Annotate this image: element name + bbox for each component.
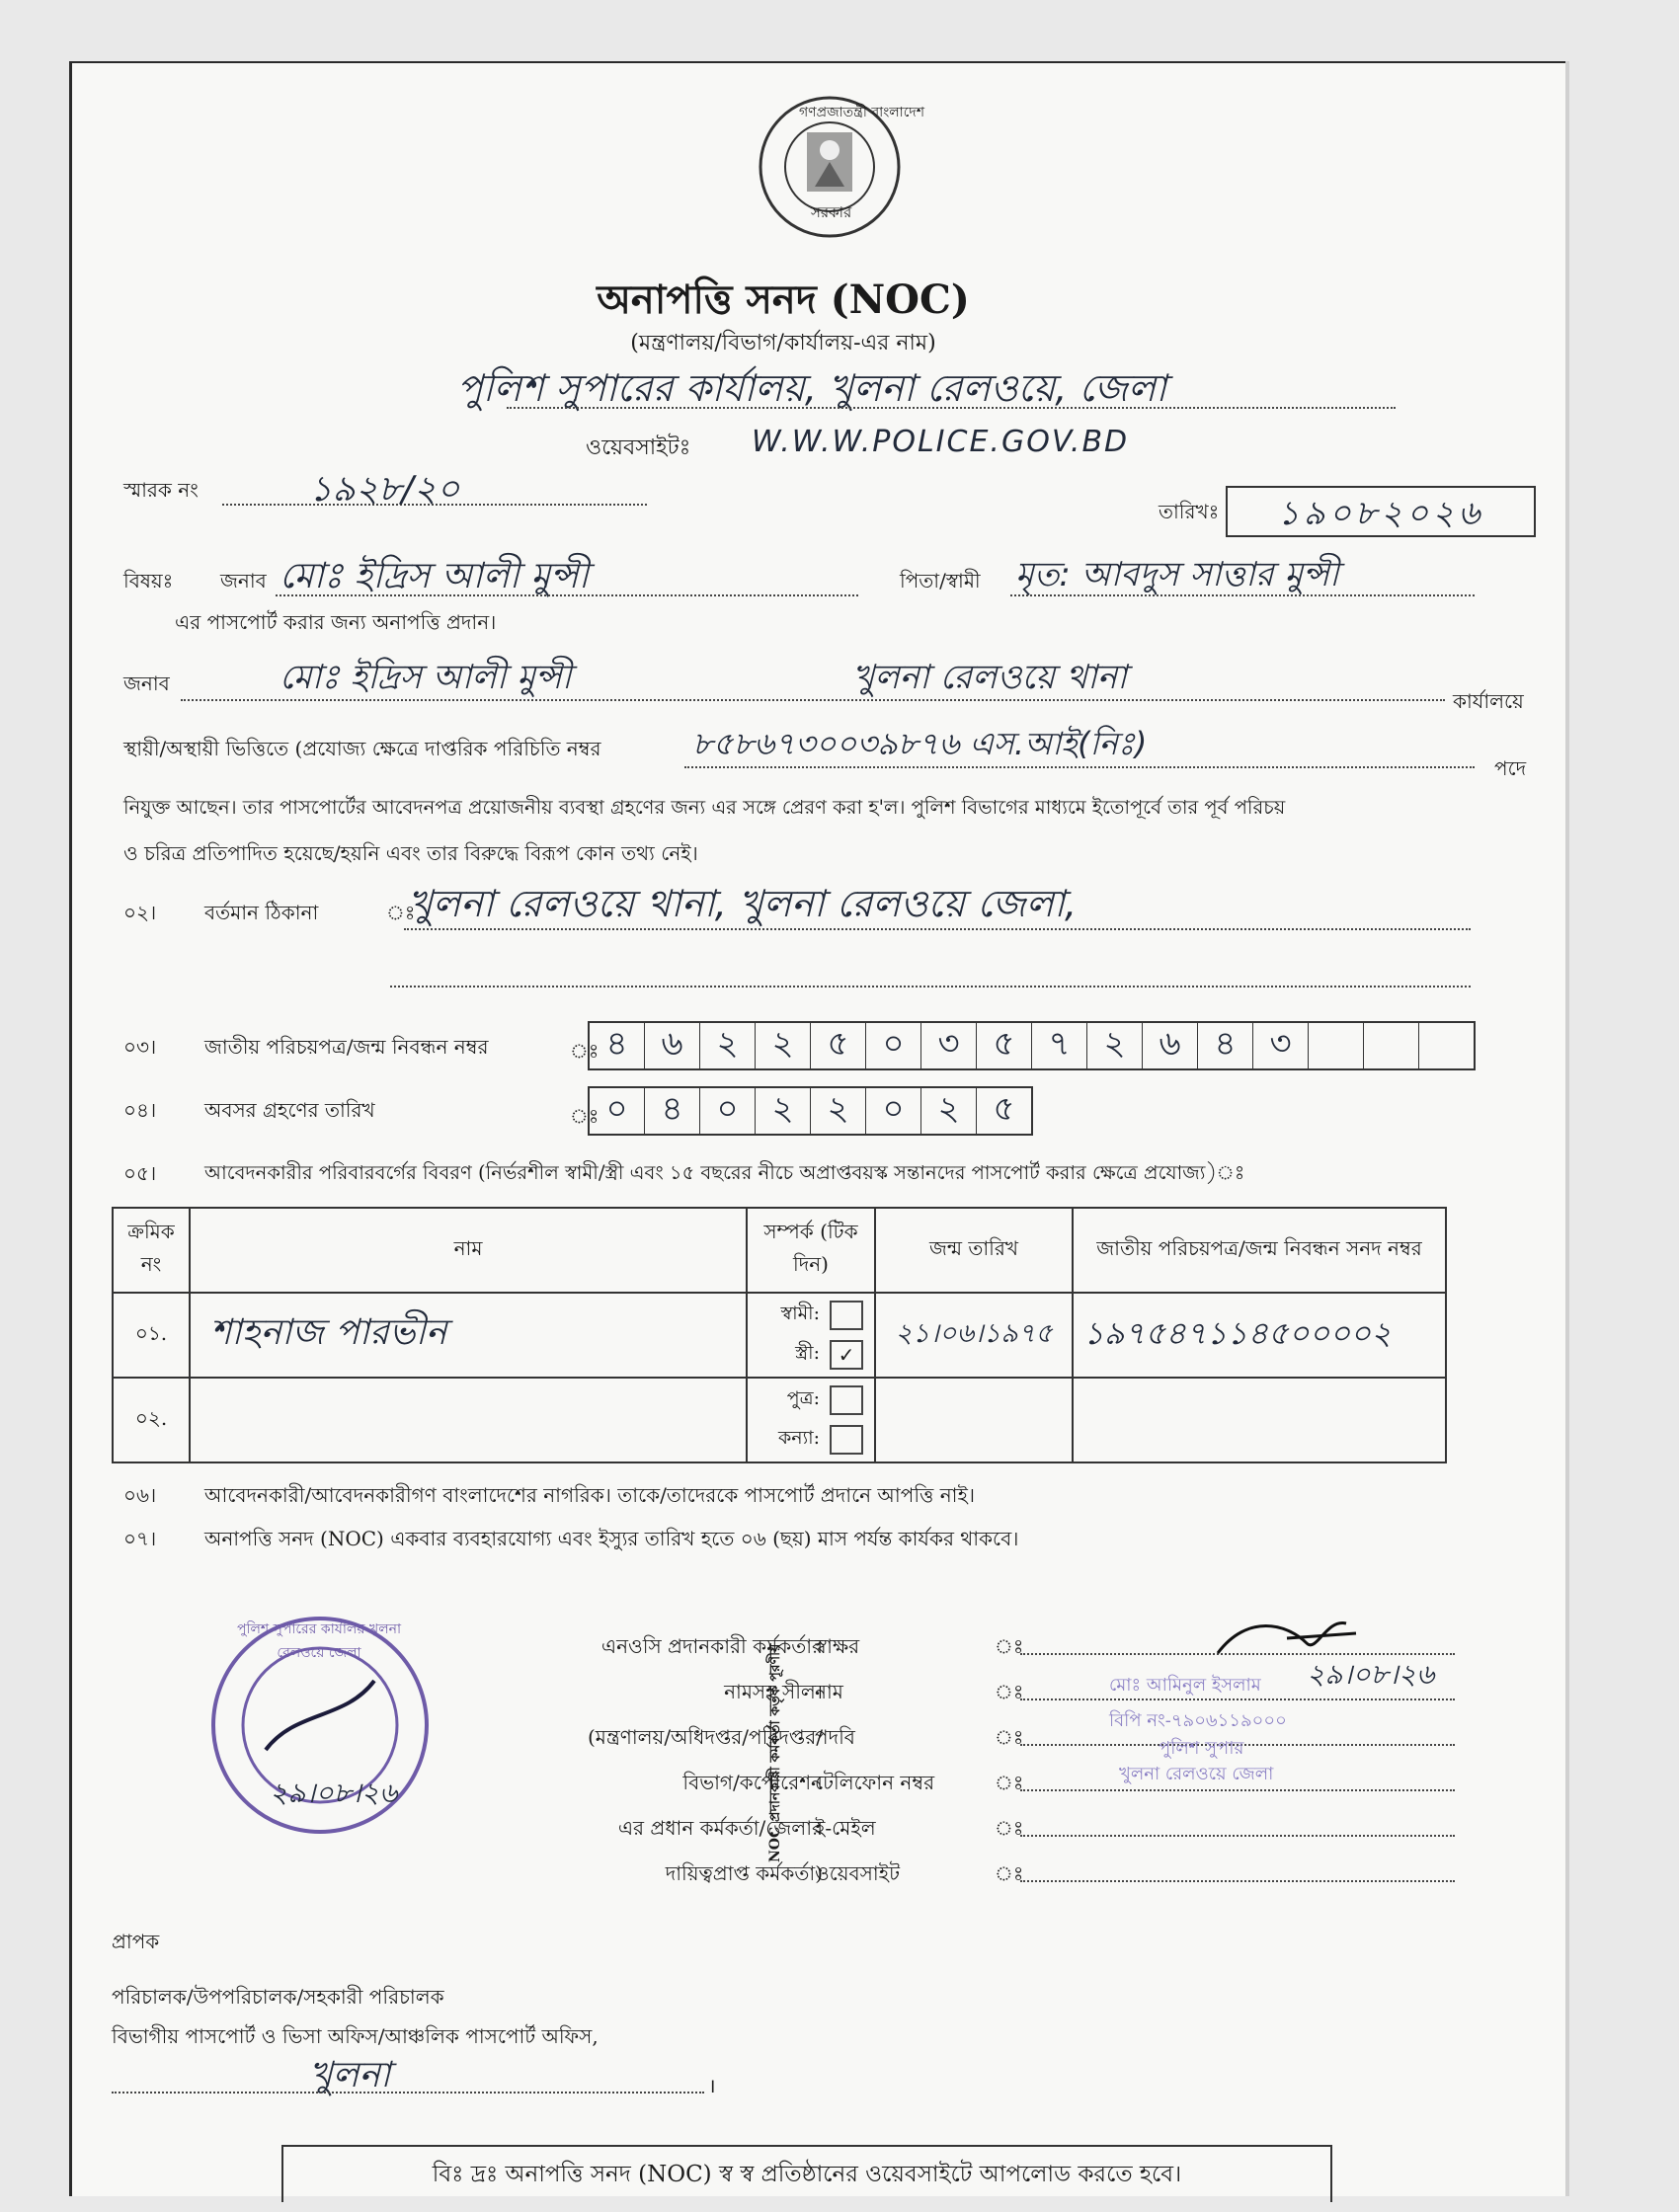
retire-digit-boxes bbox=[588, 1086, 1033, 1136]
relation-label: স্ত্রী: bbox=[795, 1342, 820, 1364]
row-serial: ০১. bbox=[113, 1293, 190, 1378]
memo-value: ১৯২৮/২০ bbox=[309, 469, 460, 510]
emblem-text-top: গণপ্রজাতন্ত্রী বাংলাদেশ bbox=[799, 105, 924, 120]
signatory-line: এর প্রধান কর্মকর্তা/জেলার bbox=[617, 1816, 823, 1840]
office-name-line bbox=[507, 407, 1396, 409]
office-name: পুলিশ সুপারের কার্যালয়, খুলনা রেলওয়ে, জেলা bbox=[457, 366, 1167, 410]
col-nid: জাতীয় পরিচয়পত্র/জন্ম নিবন্ধন সনদ নম্বর bbox=[1073, 1208, 1446, 1293]
nid-digit: ৩ bbox=[921, 1023, 977, 1068]
retire-digit: ০ bbox=[590, 1088, 645, 1134]
retire-digit: ০ bbox=[700, 1088, 756, 1134]
signatory-line: নামসহ সীল। bbox=[724, 1680, 823, 1703]
nid-digit: ৭ bbox=[1032, 1023, 1087, 1068]
website-line bbox=[1020, 1880, 1455, 1882]
field-label: ই-মেইল bbox=[815, 1816, 876, 1840]
emblem-text-bottom: সরকার bbox=[811, 203, 852, 221]
signature-date: ২৯।০৮।২৬ bbox=[1307, 1658, 1435, 1691]
signatory-field-labels bbox=[815, 1623, 934, 1896]
email-line bbox=[1020, 1835, 1455, 1837]
nid-digit: ৪ bbox=[1198, 1023, 1253, 1068]
seal-ring-text: পুলিশ সুপারের কার্যালয় খুলনা রেলওয়ে জেলা bbox=[236, 1621, 402, 1661]
subject-mr-label: জনাব bbox=[220, 569, 267, 592]
family-table-header bbox=[113, 1208, 1446, 1293]
field-label: ওয়েবসাইট bbox=[815, 1861, 900, 1885]
body-name-value: মোঃ ইদ্রিস আলী মুন্সী bbox=[280, 658, 572, 697]
field-label: টেলিফোন নম্বর bbox=[815, 1771, 935, 1794]
address-line2 bbox=[390, 986, 1471, 988]
father-label: পিতা/স্বামী bbox=[900, 569, 981, 592]
nid-digit: ২ bbox=[756, 1023, 811, 1068]
family-table bbox=[112, 1207, 1447, 1463]
col-serial: ক্রমিক নং bbox=[113, 1208, 190, 1293]
col-dob: জন্ম তারিখ bbox=[875, 1208, 1073, 1293]
item-04-number: ০৪। bbox=[123, 1098, 157, 1122]
retire-colon: ঃ bbox=[570, 1104, 600, 1128]
nid-digit bbox=[1419, 1023, 1474, 1068]
signatory-line: দায়িত্বপ্রাপ্ত কর্মকর্তা) bbox=[665, 1861, 823, 1885]
body-line2-prefix: স্থায়ী/অস্থায়ী ভিত্তিতে (প্রযোজ্য ক্ষেত্রে দাপ্তরিক পরিচিতি নম্বর bbox=[123, 737, 601, 760]
body-line4: ও চরিত্র প্রতিপাদিত হয়েছে/হয়নি এবং তার বিরুদ্ধে বিরূপ কোন তথ্য নেই। bbox=[123, 841, 698, 865]
relation-label: পুত্র: bbox=[786, 1387, 820, 1409]
nid-digit bbox=[1364, 1023, 1419, 1068]
relation-checkbox[interactable] bbox=[830, 1385, 863, 1415]
row-serial: ০২. bbox=[113, 1378, 190, 1462]
address-colon: ঃ bbox=[386, 901, 416, 924]
subject-label: বিষয়ঃ bbox=[123, 569, 174, 592]
signatory-line: বিভাগ/কর্পোরেশন bbox=[682, 1771, 823, 1794]
nid-digit-boxes bbox=[588, 1021, 1476, 1070]
body-line3: নিযুক্ত আছেন। তার পাসপোর্টের আবেদনপত্র প্রয়োজনীয় ব্যবস্থা গ্রহণের জন্য এর সঙ্গে প্রেরণ করা হ'ল। পুলিশ বিভাগের মাধ্যমে ইতোপূর্বে তার পূর্ব পরিচয় bbox=[123, 796, 1286, 819]
retire-digit: ২ bbox=[921, 1088, 977, 1134]
row-nid: ১৯৭৫৪৭১১৪৫০০০০২ bbox=[1073, 1293, 1446, 1378]
recipient-end-mark: । bbox=[708, 2074, 716, 2097]
nid-digit: ৬ bbox=[1143, 1023, 1198, 1068]
relation-option-1 bbox=[749, 1296, 873, 1335]
address-label: বর্তমান ঠিকানা bbox=[204, 901, 319, 924]
relation-option-2 bbox=[749, 1335, 873, 1375]
retire-label: অবসর গ্রহণের তারিখ bbox=[204, 1098, 375, 1122]
father-value: মৃত: আবদুস সাত্তার মুন্সী bbox=[1015, 555, 1339, 594]
address-value: খুলনা রেলওয়ে থানা, খুলনা রেলওয়ে জেলা, bbox=[408, 882, 1078, 925]
row-nid bbox=[1073, 1378, 1446, 1462]
date-label: তারিখঃ bbox=[1159, 500, 1220, 523]
stamp-bp: বিপি নং-৭৯০৬১১৯০০০ bbox=[1109, 1710, 1287, 1731]
item-06-number: ০৬। bbox=[123, 1483, 157, 1507]
col-relation: সম্পর্ক (টিক দিন) bbox=[747, 1208, 875, 1293]
nid-digit: ২ bbox=[1087, 1023, 1143, 1068]
row-name: শাহনাজ পারভীন bbox=[190, 1293, 747, 1378]
website-value: W.W.W.POLICE.GOV.BD bbox=[752, 425, 1130, 459]
address-line1 bbox=[404, 928, 1471, 930]
date-value: ১৯০৮২০২৬ bbox=[1226, 486, 1536, 537]
vertical-label: NOC প্রদানকারী কর্মকর্তা কর্তৃক পূরণীয় bbox=[767, 1643, 783, 1862]
subject-line2: এর পাসপোর্ট করার জন্য অনাপত্তি প্রদান। bbox=[175, 610, 497, 634]
recipient-city-line bbox=[112, 2092, 704, 2094]
page-title: অনাপত্তি সনদ (NOC) bbox=[597, 276, 970, 323]
body-office-suffix: কার্যালয়ে bbox=[1453, 689, 1524, 713]
retire-digit: ২ bbox=[811, 1088, 866, 1134]
table-row bbox=[113, 1293, 1446, 1378]
retire-digit: ৪ bbox=[645, 1088, 700, 1134]
nid-label: জাতীয় পরিচয়পত্র/জন্ম নিবন্ধন নম্বর bbox=[204, 1035, 489, 1059]
retire-digit: ৫ bbox=[993, 1088, 1015, 1129]
body-line2-suffix: পদে bbox=[1494, 756, 1527, 780]
row-dob bbox=[875, 1378, 1073, 1462]
stamp-unit: খুলনা রেলওয়ে জেলা bbox=[1119, 1764, 1274, 1784]
nid-digit: ২ bbox=[700, 1023, 756, 1068]
retire-digit: ০ bbox=[866, 1088, 921, 1134]
item-05-number: ০৫। bbox=[123, 1161, 157, 1185]
item-03-number: ০৩। bbox=[123, 1035, 157, 1059]
nid-digit: ৬ bbox=[645, 1023, 700, 1068]
nid-digit: ৪ bbox=[590, 1023, 645, 1068]
relation-option-2 bbox=[749, 1420, 873, 1460]
recipient-label: প্রাপক bbox=[112, 1930, 160, 1953]
field-label: স্বাক্ষর bbox=[815, 1634, 860, 1658]
recipient-line1: পরিচালক/উপপরিচালক/সহকারী পরিচালক bbox=[112, 1985, 444, 2009]
body-id-line bbox=[684, 766, 1475, 768]
relation-checkbox-checked[interactable]: ✓ bbox=[830, 1340, 863, 1370]
row-relation bbox=[747, 1293, 875, 1378]
website-label: ওয়েবসাইটঃ bbox=[586, 435, 691, 460]
col-name: নাম bbox=[190, 1208, 747, 1293]
relation-checkbox[interactable] bbox=[830, 1301, 863, 1330]
nid-digit bbox=[1309, 1023, 1364, 1068]
family-label: আবেদনকারীর পরিবারবর্গের বিবরণ (নির্ভরশীল স্বামী/স্ত্রী এবং ১৫ বছরের নীচে অপ্রাপ্তবয়স্ক সন্তানদের পাসপোর্ট করার ক্ষেত্রে প্রযোজ্য)ঃ bbox=[204, 1161, 1245, 1184]
nid-digit: ৩ bbox=[1253, 1023, 1309, 1068]
subject-name-value: মোঃ ইদ্রিস আলী মুন্সী bbox=[280, 556, 590, 596]
field-label: নাম bbox=[815, 1680, 843, 1703]
retire-digit: ২ bbox=[756, 1088, 811, 1134]
field-label: পদবি bbox=[815, 1725, 855, 1749]
noc-form-sheet bbox=[69, 61, 1565, 2196]
row-relation bbox=[747, 1378, 875, 1462]
recipient-line2: বিভাগীয় পাসপোর্ট ও ভিসা অফিস/আঞ্চলিক পাসপোর্ট অফিস, bbox=[112, 2024, 599, 2048]
relation-checkbox[interactable] bbox=[830, 1425, 863, 1455]
relation-label: কন্যা: bbox=[777, 1427, 820, 1449]
item-02-number: ০২। bbox=[123, 901, 157, 924]
body-id-value: ৮৫৮৬৭৩০০৩৯৮৭৬ এস.আই(নিঃ) bbox=[692, 725, 1148, 762]
relation-label: স্বামী: bbox=[780, 1303, 820, 1324]
body-name-line bbox=[181, 699, 1445, 701]
memo-label: স্মারক নং bbox=[123, 478, 199, 502]
stamp-name: মোঃ আমিনুল ইসলাম bbox=[1109, 1675, 1261, 1696]
row-name bbox=[190, 1378, 747, 1462]
relation-option-1 bbox=[749, 1381, 873, 1420]
body-mr-label: জনাব bbox=[123, 672, 170, 695]
body-office-value: খুলনা রেলওয়ে থানা bbox=[852, 658, 1128, 697]
nid-digit: ০ bbox=[866, 1023, 921, 1068]
page-subtitle: (মন্ত্রণালয়/বিভাগ/কার্যালয়-এর নাম) bbox=[630, 331, 936, 356]
father-line bbox=[1010, 594, 1475, 596]
signatory-line: (মন্ত্রণালয়/অধিদপ্তর/পরিদপ্তর/ bbox=[587, 1725, 823, 1749]
nid-colon: ঃ bbox=[570, 1039, 600, 1063]
declaration-07: অনাপত্তি সনদ (NOC) একবার ব্যবহারযোগ্য এবং ইস্যুর তারিখ হতে ০৬ (ছয়) মাস পর্যন্ত কার্যকর থাকবে। bbox=[204, 1527, 1019, 1550]
row-dob: ২১।০৬।১৯৭৫ bbox=[875, 1293, 1073, 1378]
signatory-line: এনওসি প্রদানকারী কর্মকর্তার bbox=[600, 1634, 823, 1658]
stamp-rank: পুলিশ সুপার bbox=[1159, 1738, 1244, 1759]
seal-date: ২৯।০৮।২৬ bbox=[270, 1777, 398, 1809]
recipient-city: খুলনা bbox=[309, 2055, 391, 2095]
declaration-06: আবেদনকারী/আবেদনকারীগণ বাংলাদেশের নাগরিক। তাকে/তাদেরকে পাসপোর্ট প্রদানে আপত্তি নাই। bbox=[204, 1483, 976, 1507]
nid-digit: ৫ bbox=[811, 1023, 866, 1068]
signatory-colons: ঃ ঃ ঃ ঃ ঃ ঃ bbox=[995, 1634, 1024, 1885]
nid-digit: ৫ bbox=[977, 1023, 1032, 1068]
table-row bbox=[113, 1378, 1446, 1462]
item-07-number: ০৭। bbox=[123, 1527, 157, 1550]
subject-name-line bbox=[276, 594, 858, 596]
footer-note: বিঃ দ্রঃ অনাপত্তি সনদ (NOC) স্ব স্ব প্রতিষ্ঠানের ওয়েবসাইটে আপলোড করতে হবে। bbox=[281, 2145, 1332, 2202]
